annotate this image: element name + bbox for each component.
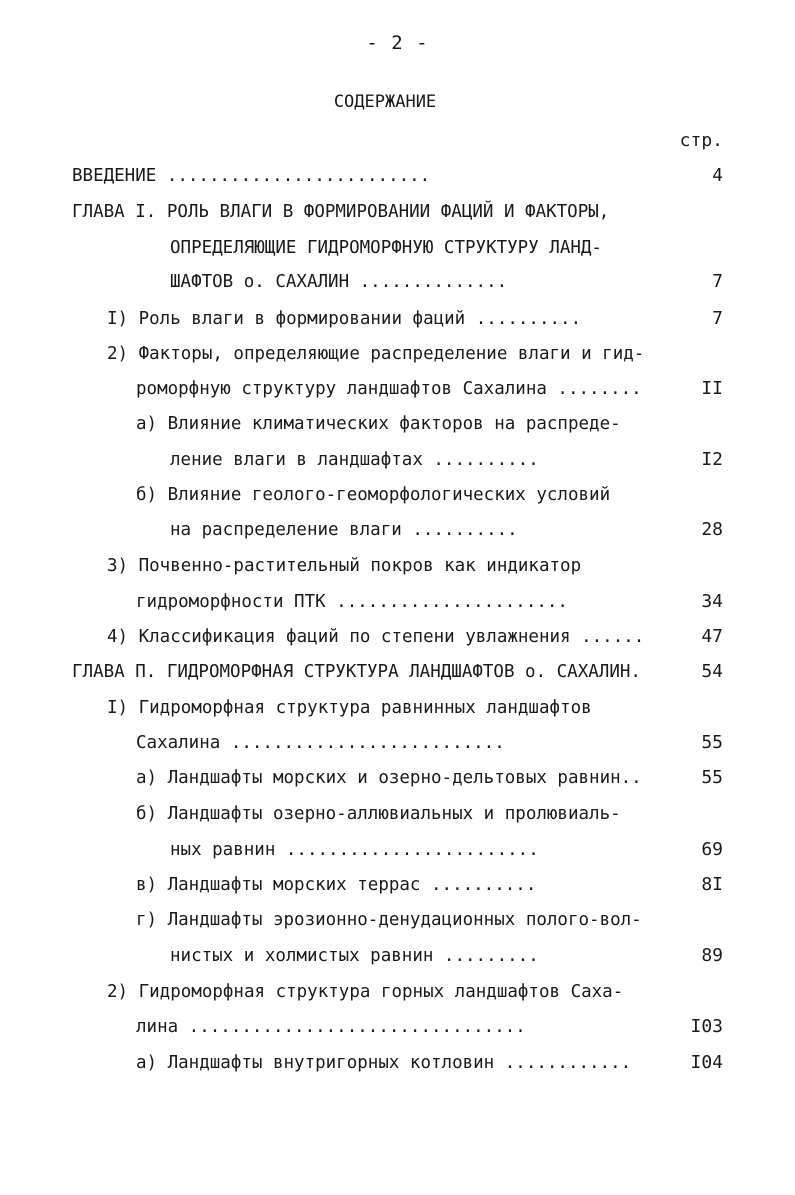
toc-entry-page: 7: [712, 271, 723, 292]
toc-entry-text: в) Ландшафты морских террас ..........: [136, 875, 537, 895]
toc-entry-text: б) Влияние геолого-геоморфологических условий: [136, 485, 611, 505]
page-column-label: стр.: [679, 130, 723, 151]
toc-entry-text: 2) Факторы, определяющие распределение влаги и гид-: [107, 344, 645, 364]
toc-entry-text: ГЛАВА П. ГИДРОМОРФНАЯ СТРУКТУРА ЛАНДШАФТОВ о. САХАЛИН.: [72, 662, 641, 682]
toc-entry-text: а) Влияние климатических факторов на распреде-: [136, 414, 621, 434]
toc-entry-text: ГЛАВА I. РОЛЬ ВЛАГИ В ФОРМИРОВАНИИ ФАЦИЙ И ФАКТОРЫ,: [72, 202, 610, 222]
toc-entry-page: 54: [701, 661, 723, 682]
toc-entry-page: I2: [701, 449, 723, 470]
toc-entry-text: на распределение влаги ..........: [170, 520, 518, 540]
toc-entry-page: 55: [701, 732, 723, 753]
toc-entry-page: I03: [690, 1016, 723, 1037]
toc-entry-text: лина ................................: [136, 1017, 526, 1037]
toc-entry-page: 4: [712, 165, 723, 186]
toc-entry-page: II: [701, 378, 723, 399]
toc-entry-text: Сахалина ..........................: [136, 733, 505, 753]
toc-entry-text: ВВЕДЕНИЕ .........................: [72, 166, 431, 186]
toc-entry-text: а) Ландшафты морских и озерно-дельтовых равнин..: [136, 768, 642, 788]
toc-entry-page: 8I: [701, 874, 723, 895]
toc-entry-page: 34: [701, 591, 723, 612]
toc-entry-text: а) Ландшафты внутригорных котловин ............: [136, 1053, 632, 1073]
toc-entry-text: нистых и холмистых равнин .........: [170, 946, 539, 966]
toc-entry-text: ОПРЕДЕЛЯЮЩИЕ ГИДРОМОРФНУЮ СТРУКТУРУ ЛАНД-: [170, 238, 602, 258]
toc-entry-text: I) Роль влаги в формировании фаций ..........: [107, 309, 582, 329]
toc-entry-text: 4) Классификация фаций по степени увлажнения ......: [107, 627, 645, 647]
toc-entry-page: I04: [690, 1052, 723, 1073]
toc-entry-text: ных равнин ........................: [170, 840, 539, 860]
toc-entry-text: гидроморфности ПТК ......................: [136, 592, 568, 612]
toc-entry-text: ление влаги в ландшафтах ..........: [170, 450, 539, 470]
toc-entry-text: 2) Гидроморфная структура горных ландшафтов Саха-: [107, 982, 624, 1002]
page-title: СОДЕРЖАНИЕ: [333, 92, 437, 112]
toc-entry-text: 3) Почвенно-растительный покров как индикатор: [107, 556, 582, 576]
toc-entry-text: I) Гидроморфная структура равнинных ландшафтов: [107, 698, 592, 718]
toc-entry-page: 55: [701, 767, 723, 788]
toc-entry-page: 7: [712, 308, 723, 329]
toc-entry-page: 28: [701, 519, 723, 540]
page-number: - 2 -: [366, 32, 429, 54]
toc-entry-page: 89: [701, 945, 723, 966]
toc-entry-text: г) Ландшафты эрозионно-денудационных полого-вол-: [136, 910, 642, 930]
toc-entry-text: роморфную структуру ландшафтов Сахалина ........: [136, 379, 642, 399]
toc-entry-page: 47: [701, 626, 723, 647]
toc-entry-page: 69: [701, 839, 723, 860]
toc-entry-text: ШАФТОВ о. САХАЛИН ..............: [170, 272, 508, 292]
toc-entry-text: б) Ландшафты озерно-аллювиальных и пролювиаль-: [136, 804, 621, 824]
